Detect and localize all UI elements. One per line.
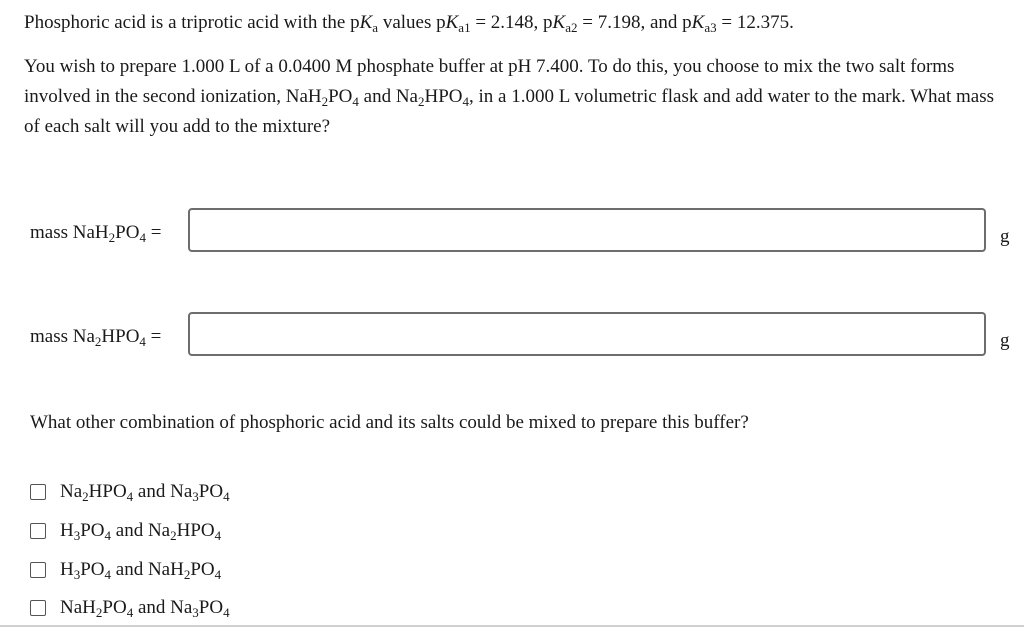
intro-part: values p	[378, 12, 446, 33]
t: PO	[102, 597, 127, 618]
option-text	[60, 559, 221, 581]
option-nah2po4-na3po4[interactable]	[30, 597, 230, 619]
s: 4	[126, 605, 134, 620]
t: and NaH	[111, 559, 184, 580]
mass-nah2po4-input[interactable]	[188, 208, 986, 252]
t: HPO	[88, 481, 127, 502]
t: PO	[190, 559, 215, 580]
intro-part: = 7.198, and p	[577, 12, 692, 33]
unit-grams: g	[1000, 330, 1010, 351]
s: 3	[192, 605, 199, 620]
checkbox[interactable]	[30, 562, 46, 578]
t: H	[60, 520, 74, 541]
option-h3po4-nah2po4[interactable]	[30, 559, 221, 581]
intro-K: K	[552, 12, 566, 33]
checkbox[interactable]	[30, 484, 46, 500]
question-sub: 4	[352, 94, 359, 109]
option-h3po4-na2hpo4[interactable]	[30, 520, 221, 542]
label-sub: 4	[139, 230, 146, 245]
intro-part: = 2.148, p	[470, 12, 553, 33]
question-part: HPO	[424, 86, 463, 107]
intro-sub: a3	[704, 20, 717, 35]
intro-text	[24, 12, 794, 34]
label-part: =	[145, 326, 162, 347]
s: 3	[192, 489, 199, 504]
unit-grams: g	[1000, 226, 1010, 247]
intro-part: Phosphoric acid is a triprotic acid with the p	[24, 12, 360, 33]
label-part: =	[145, 222, 162, 243]
mass-na2hpo4-label	[30, 326, 161, 348]
s: 3	[73, 567, 81, 582]
question-sub: 2	[418, 94, 425, 109]
question-sub: 2	[321, 94, 329, 109]
s: 2	[170, 528, 177, 543]
s: 3	[73, 528, 81, 543]
question-part: , in a 1.000 L volumetric flask and add water to the mark. What mass of each salt will you add to the mixture?	[24, 86, 995, 137]
t: and Na	[133, 481, 193, 502]
t: PO	[198, 481, 224, 502]
t: Na	[60, 481, 83, 502]
t: HPO	[176, 520, 215, 541]
question-part: PO	[328, 86, 353, 107]
option-text	[60, 481, 230, 503]
label-part: mass NaH	[30, 222, 109, 243]
label-part: HPO	[101, 326, 140, 347]
question-part: You wish to prepare 1.000 L of a 0.0400 M phosphate buffer at pH 7.400. To do this, you choose to mix the two salt forms involved in the second ionization, NaH	[24, 56, 955, 107]
s: 4	[126, 489, 134, 504]
intro-K: K	[359, 12, 373, 33]
t: PO	[80, 520, 105, 541]
option-na2hpo4-na3po4[interactable]	[30, 481, 230, 503]
intro-K: K	[445, 12, 459, 33]
mass-na2hpo4-input[interactable]	[188, 312, 986, 356]
s: 2	[95, 605, 103, 620]
s: 4	[223, 605, 230, 620]
intro-sub: a2	[565, 20, 578, 35]
t: PO	[198, 597, 224, 618]
intro-K: K	[691, 12, 705, 33]
question-text	[24, 52, 999, 142]
s: 2	[82, 489, 89, 504]
question-part: and Na	[358, 86, 418, 107]
intro-part: = 12.375.	[716, 12, 794, 33]
t: and Na	[133, 597, 193, 618]
checkbox[interactable]	[30, 600, 46, 616]
option-text	[60, 597, 230, 619]
s: 4	[104, 567, 112, 582]
t: and Na	[111, 520, 171, 541]
t: H	[60, 559, 74, 580]
label-sub: 4	[139, 334, 146, 349]
checkbox[interactable]	[30, 523, 46, 539]
option-text	[60, 520, 221, 542]
label-sub: 2	[108, 230, 116, 245]
t: PO	[80, 559, 105, 580]
s: 4	[214, 567, 222, 582]
t: NaH	[60, 597, 96, 618]
s: 4	[214, 528, 222, 543]
intro-sub: a	[372, 20, 379, 35]
s: 4	[104, 528, 112, 543]
question-sub: 4	[462, 94, 470, 109]
second-question: What other combination of phosphoric acid and its salts could be mixed to prepare this buffer?	[30, 412, 749, 433]
label-sub: 2	[94, 334, 102, 349]
mass-nah2po4-label	[30, 222, 161, 244]
intro-sub: a1	[458, 20, 471, 35]
s: 2	[183, 567, 191, 582]
label-part: mass Na	[30, 326, 95, 347]
label-part: PO	[115, 222, 140, 243]
s: 4	[223, 489, 230, 504]
